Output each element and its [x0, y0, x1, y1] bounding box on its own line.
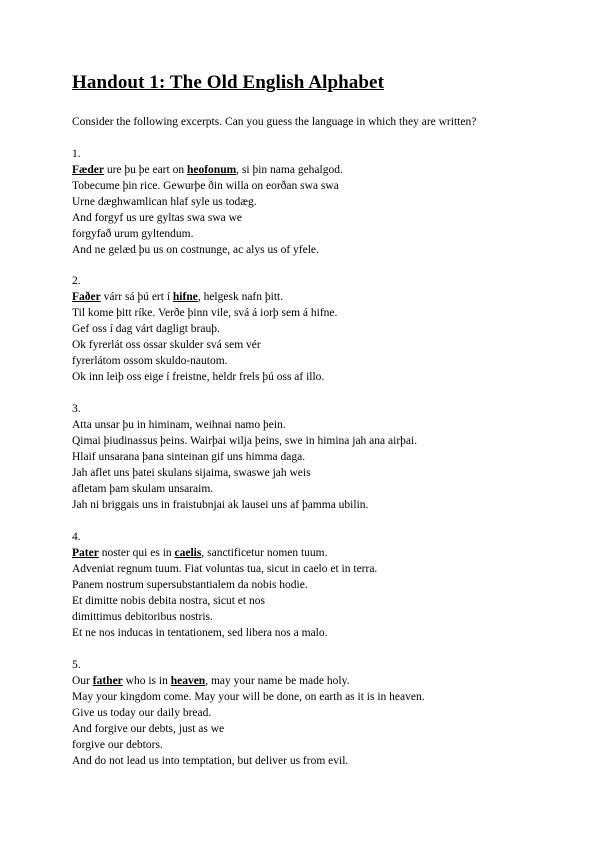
excerpt-line: And ne gelæd þu us on costnunge, ac alys us of yfele. [72, 244, 319, 256]
excerpt-line: Tobecume þin rice. Gewurþe ðin willa on eorðan swa swa [72, 180, 339, 192]
excerpt-first-line [72, 289, 337, 305]
excerpt-line: Gef oss í dag várt dagligt brauþ. [72, 323, 220, 335]
excerpt-line: Give us today our daily bread. [72, 707, 212, 719]
excerpt-number: 3. [72, 403, 81, 415]
excerpt-line: afletam þam skulam unsaraim. [72, 483, 214, 495]
excerpt-line: Ok fyrerlát oss ossar skulder svá sem vér [72, 339, 261, 351]
excerpt-line: Urne dæghwamlican hlaf syle us todæg. [72, 196, 257, 208]
text-segment: noster qui es in [98, 547, 175, 559]
excerpt-line: fyrerlátom ossom skuldo-nautom. [72, 355, 228, 367]
excerpt-first-line [72, 673, 425, 689]
excerpt-number: 1. [72, 148, 81, 160]
excerpt-3 [72, 401, 417, 513]
excerpt-line: Hlaif unsarana þana sinteinan gif uns himma daga. [72, 451, 306, 463]
excerpt-line: Til kome þitt ríke. Verðe þinn vile, svá á iorþ sem á hifne. [72, 307, 338, 319]
excerpt-number: 2. [72, 275, 81, 287]
excerpt-number: 4. [72, 531, 81, 543]
excerpt-line: dimittimus debitoribus nostris. [72, 611, 213, 623]
excerpt-number: 5. [72, 659, 81, 671]
keyword-father: Faðer [72, 291, 101, 303]
excerpt-line: Adveniat regnum tuum. Fiat voluntas tua, sicut in caelo et in terra. [72, 563, 378, 575]
excerpt-line: forgive our debtors. [72, 739, 163, 751]
keyword-father: Pater [72, 547, 99, 559]
keyword-heaven: heofonum [186, 164, 237, 176]
excerpt-line: And forgive our debts, just as we [72, 723, 225, 735]
excerpt-line: And forgyf us ure gyltas swa swa we [72, 212, 243, 224]
excerpt-line: May your kingdom come. May your will be done, on earth as it is in heaven. [72, 691, 425, 703]
text-segment: várr sá þú ert í [100, 291, 173, 303]
keyword-heaven: hifne [172, 291, 198, 303]
keyword-heaven: caelis [174, 547, 202, 559]
intro-text: Consider the following excerpts. Can you guess the language in which they are written? [72, 116, 477, 128]
text-segment: ure þu þe eart on [103, 164, 187, 176]
excerpt-line: Et ne nos inducas in tentationem, sed libera nos a malo. [72, 627, 328, 639]
text-segment: who is in [122, 675, 171, 687]
excerpt-4 [72, 529, 377, 641]
excerpt-line: Et dimitte nobis debita nostra, sicut et nos [72, 595, 265, 607]
excerpt-line: And do not lead us into temptation, but deliver us from evil. [72, 755, 349, 767]
excerpt-1 [72, 146, 343, 258]
text-segment: , may your name be made holy. [205, 675, 350, 687]
excerpt-2 [72, 273, 337, 385]
excerpt-line: Panem nostrum supersubstantialem da nobis hodie. [72, 579, 308, 591]
excerpt-line: forgyfað urum gyltendum. [72, 228, 194, 240]
excerpt-first-line [72, 162, 343, 178]
text-segment: , sanctificetur nomen tuum. [201, 547, 328, 559]
text-segment: , si þin nama gehalgod. [236, 164, 343, 176]
excerpt-line: Ok inn leiþ oss eige í freistne, heldr frels þú oss af illo. [72, 371, 325, 383]
text-segment: Our [72, 675, 93, 687]
text-segment: , helgesk nafn þitt. [197, 291, 284, 303]
keyword-father: Fæder [72, 164, 104, 176]
excerpt-line: Qimai þiudinassus þeins. Wairþai wilja þeins, swe in himina jah ana airþai. [72, 435, 418, 447]
keyword-heaven: heaven [170, 675, 206, 687]
keyword-father: father [92, 675, 123, 687]
excerpt-line: Jah ni briggais uns in fraistubnjai ak lausei uns af þamma ubilin. [72, 499, 369, 511]
excerpt-line: Jah aflet uns þatei skulans sijaima, swaswe jah weis [72, 467, 311, 479]
excerpt-5 [72, 657, 425, 769]
page-title: Handout 1: The Old English Alphabet [72, 72, 385, 93]
excerpt-first-line [72, 545, 377, 561]
excerpt-line: Atta unsar þu in himinam, weihnai namo þein. [72, 419, 286, 431]
